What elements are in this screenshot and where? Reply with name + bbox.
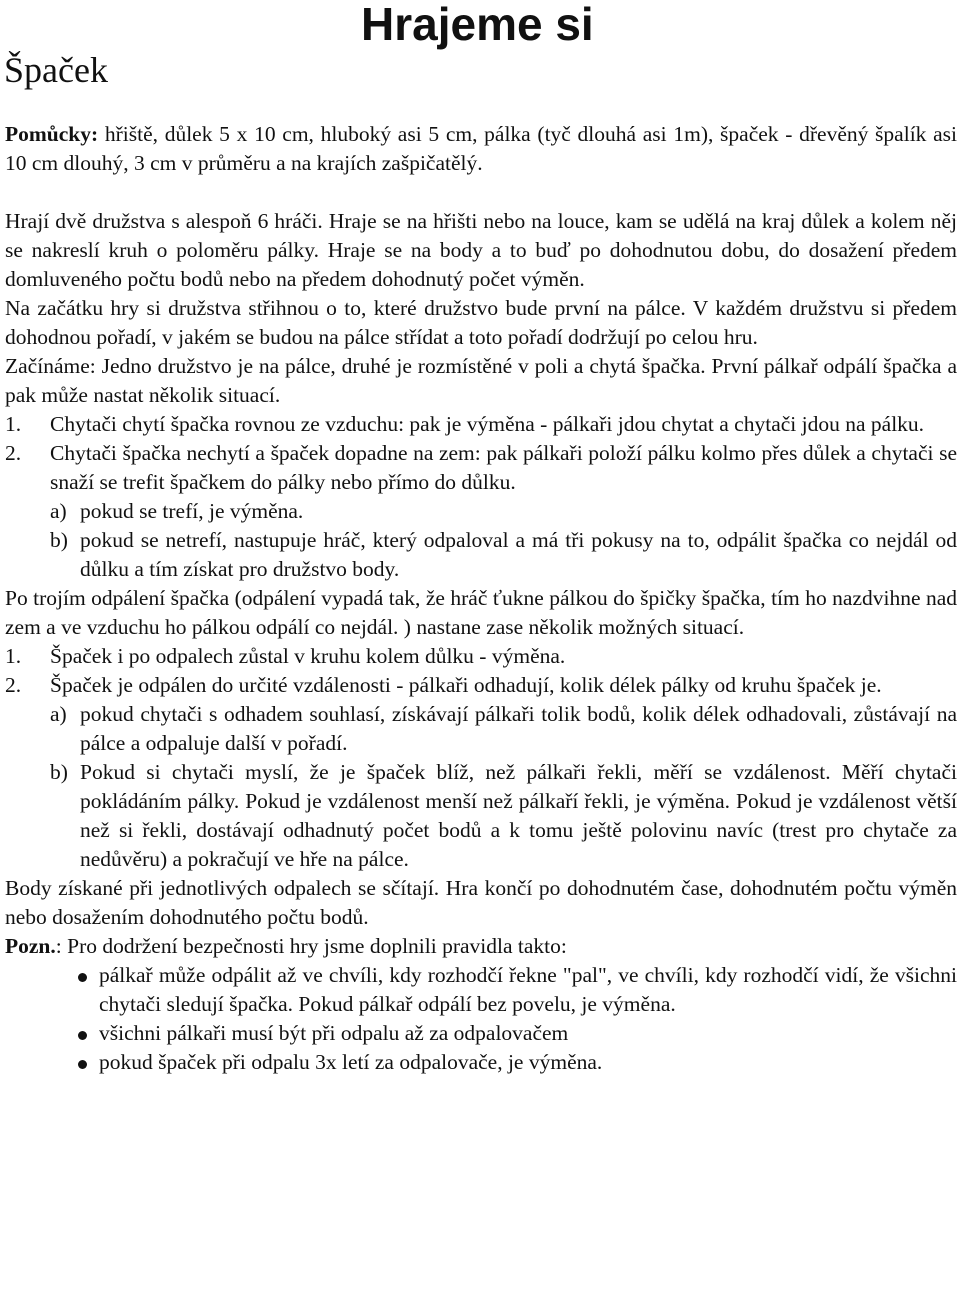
list-text: Chytači špačka nechytí a špaček dopadne na zem: pak pálkaři položí pálku kolmo přes důlek a chytači se snaží se trefit špačkem do pálky nebo přímo do důlku. (50, 441, 957, 494)
sub-list-item (5, 758, 957, 874)
sub-list-text: pokud chytači s odhadem souhlasí, získávají pálkaři tolik bodů, kolik délek odhadovali, zůstávají na pálce a odpaluje další v pořadí. (80, 702, 957, 755)
sub-list-item (5, 700, 957, 758)
list-number: 1. (5, 644, 22, 668)
start-paragraph: Na začátku hry si družstva střihnou o to, které družstvo bude první na pálce. V každém družstvu si předem dohodnou pořadí, v jakém se budou na pálce střídat a toto pořadí dodržují po celou hru. (5, 296, 957, 349)
page-title: Hrajeme si (361, 0, 594, 50)
equipment-label: Pomůcky: (5, 122, 99, 146)
rules-text (5, 120, 957, 1077)
list-text: Špaček i po odpalech zůstal v kruhu kolem důlku - výměna. (50, 644, 566, 668)
list-text: Špaček je odpálen do určité vzdálenosti - pálkaři odhadují, kolik délek pálky od kruhu špaček je. (50, 673, 882, 697)
equipment-paragraph (5, 120, 957, 178)
list-item (5, 642, 957, 671)
list-text: Chytači chytí špačka rovnou ze vzduchu: pak je výměna - pálkaři jdou chytat a chytači jdou na pálku. (50, 412, 925, 436)
bullet-icon (75, 1019, 99, 1048)
note-text: : Pro dodržení bezpečnosti hry jsme doplnili pravidla takto: (55, 934, 567, 958)
note-label: Pozn. (5, 934, 56, 958)
sub-list-letter: a) (50, 702, 67, 726)
triple-hit-paragraph: Po trojím odpálení špačka (odpálení vypadá tak, že hráč ťukne pálkou do špičky špačka, tím ho nazdvihne nad zem a ve vzduchu ho pálkou odpálí co nejdál. ) nastane zase několik možných situací. (5, 586, 957, 639)
begin-paragraph: Začínáme: Jedno družstvo je na pálce, druhé je rozmístěné v poli a chytá špačka. První pálkař odpálí špačka a pak může nastat několik situací. (5, 354, 957, 407)
sub-list-item (5, 497, 957, 526)
list-item (5, 439, 957, 497)
list-item (5, 410, 957, 439)
list-number: 2. (5, 673, 22, 697)
note-paragraph (5, 932, 957, 961)
list-item (5, 671, 957, 700)
sub-list-item (5, 526, 957, 584)
scoring-paragraph: Body získané při jednotlivých odpalech se sčítají. Hra končí po dohodnutém čase, dohodnutém počtu výměn nebo dosažením dohodnutého počtu bodů. (5, 876, 957, 929)
list-number: 1. (5, 412, 22, 436)
bullet-icon (75, 1048, 99, 1077)
bullet-text: pokud špaček při odpalu 3x letí za odpalovače, je výměna. (99, 1050, 603, 1074)
sub-list-text: pokud se netrefí, nastupuje hráč, který odpaloval a má tři pokusy na to, odpálit špačka co nejdál od důlku a tím získat pro družstvo body. (80, 528, 957, 581)
game-title: Špaček (4, 50, 108, 90)
list-number: 2. (5, 441, 22, 465)
sub-list-letter: b) (50, 760, 68, 784)
paragraph-spacer (5, 178, 957, 207)
sub-list-text: pokud se trefí, je výměna. (80, 499, 304, 523)
bullet-text: pálkař může odpálit až ve chvíli, kdy rozhodčí řekne "pal", ve chvíli, kdy rozhodčí vidí, že všichni chytači sledují špačka. Pokud pálkař odpálí bez povelu, je výměna. (99, 963, 957, 1016)
list-item (5, 961, 957, 1019)
sub-list-letter: b) (50, 528, 68, 552)
list-item (5, 1048, 957, 1077)
sub-list-letter: a) (50, 499, 67, 523)
list-item (5, 1019, 957, 1048)
intro-paragraph: Hrají dvě družstva s alespoň 6 hráči. Hraje se na hřišti nebo na louce, kam se udělá na kraj důlek a kolem něj se nakreslí kruh o poloměru pálky. Hraje se na body a to buď po dohodnutou dobu, do dosažení předem domluveného počtu bodů nebo na předem dohodnutý počet výměn. (5, 209, 957, 291)
sub-list-text: Pokud si chytači myslí, že je špaček blíž, než pálkaři řekli, měří se vzdálenost. Měří chytači pokládáním pálky. Pokud je vzdálenost menší než pálkaří řekli, je výměna. Pokud je vzdálenost větší než si řekli, dostávají odhadnutý počet bodů a k tomu ještě polovinu navíc (trest pro chytače za nedůvěru) a pokračují ve hře na pálce. (80, 760, 957, 871)
equipment-text: hřiště, důlek 5 x 10 cm, hluboký asi 5 cm, pálka (tyč dlouhá asi 1m), špaček - dřevěný špalík asi 10 cm dlouhý, 3 cm v průměru a na krajích zašpičatělý. (5, 122, 957, 175)
bullet-icon (75, 961, 99, 1019)
safety-rules-list (5, 961, 957, 1077)
bullet-text: všichni pálkaři musí být při odpalu až za odpalovačem (99, 1021, 569, 1045)
